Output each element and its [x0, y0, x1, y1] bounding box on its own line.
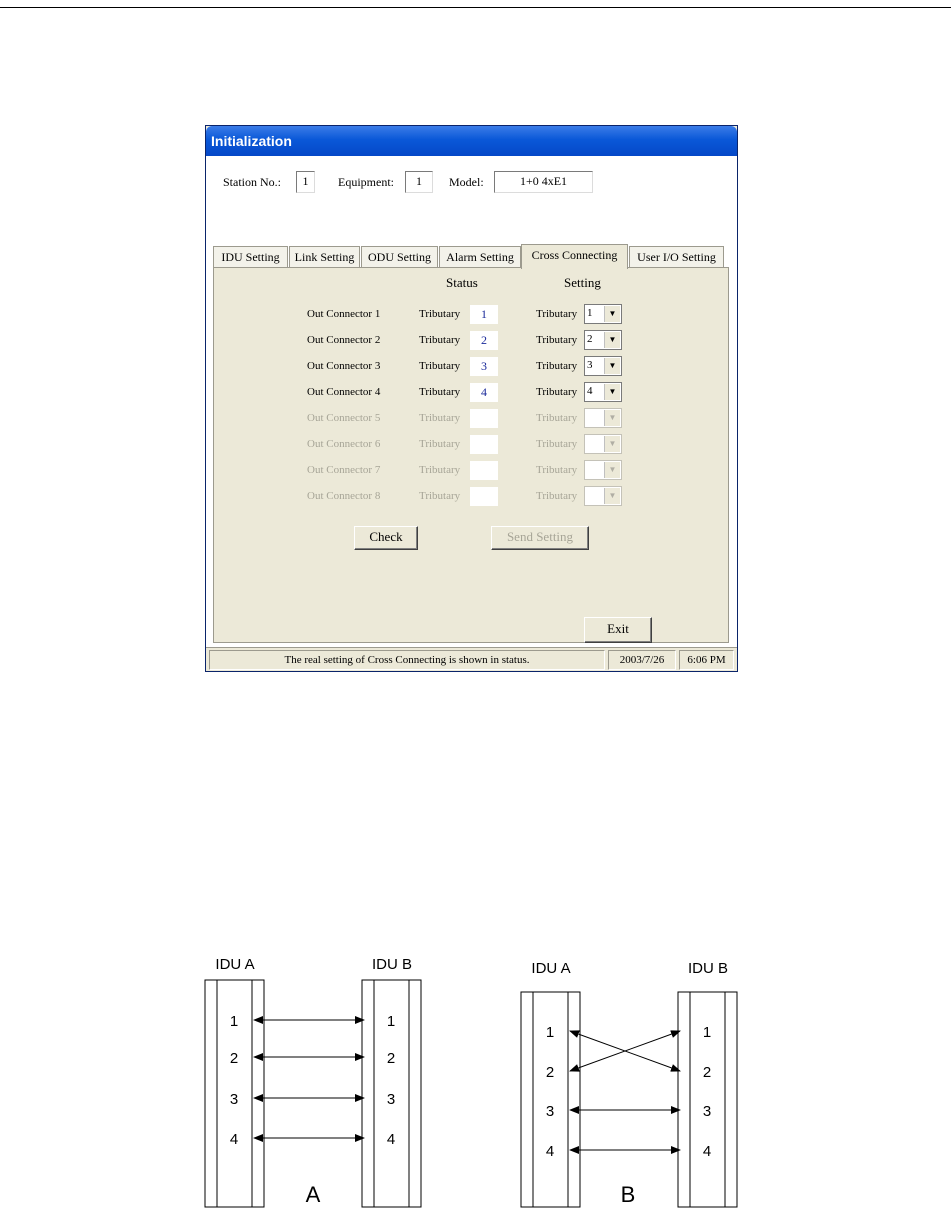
setting-tributary-label: Tributary — [536, 438, 578, 450]
port-label: 2 — [229, 1050, 239, 1067]
status-tributary-label: Tributary — [419, 386, 461, 398]
connector-label: Out Connector 7 — [307, 464, 381, 476]
chevron-down-icon[interactable]: ▼ — [604, 306, 620, 322]
setting-tributary-label: Tributary — [536, 464, 578, 476]
page-top-rule — [0, 7, 951, 8]
chevron-down-icon: ▼ — [604, 436, 620, 452]
tab-alarm-setting[interactable]: Alarm Setting — [439, 246, 521, 268]
setting-tributary-label: Tributary — [536, 412, 578, 424]
status-bar — [206, 647, 737, 672]
status-tributary-label: Tributary — [419, 464, 461, 476]
chevron-down-icon: ▼ — [604, 410, 620, 426]
tab-link-setting[interactable]: Link Setting — [289, 246, 360, 268]
port-label: 4 — [702, 1143, 712, 1160]
tributary-select — [584, 460, 622, 480]
port-label: 2 — [386, 1050, 396, 1067]
status-time: 6:06 PM — [679, 650, 734, 670]
status-value: 3 — [470, 357, 498, 376]
window-title: Initialization — [211, 133, 292, 149]
port-label: 3 — [702, 1103, 712, 1120]
tributary-select[interactable] — [584, 382, 622, 402]
status-tributary-label: Tributary — [419, 308, 461, 320]
setting-tributary-label: Tributary — [536, 490, 578, 502]
port-label: 1 — [702, 1024, 712, 1041]
model-label: Model: — [449, 175, 484, 189]
status-tributary-label: Tributary — [419, 490, 461, 502]
chevron-down-icon: ▼ — [604, 462, 620, 478]
port-label: 1 — [229, 1013, 239, 1030]
tributary-select — [584, 408, 622, 428]
connector-label: Out Connector 1 — [307, 308, 381, 320]
status-header: Status — [446, 275, 478, 290]
status-value — [470, 487, 498, 506]
tributary-select — [584, 486, 622, 506]
port-label: 1 — [545, 1024, 555, 1041]
tributary-select[interactable] — [584, 304, 622, 324]
select-value: 4 — [587, 385, 593, 397]
check-button[interactable]: Check — [354, 526, 418, 550]
connector-label: Out Connector 4 — [307, 386, 381, 398]
setting-header: Setting — [564, 275, 601, 290]
tributary-select[interactable] — [584, 356, 622, 376]
status-value: 4 — [470, 383, 498, 402]
send-setting-button: Send Setting — [491, 526, 589, 550]
chevron-down-icon[interactable]: ▼ — [604, 384, 620, 400]
diagram-caption: B — [620, 1182, 636, 1207]
tab-user-io-setting[interactable]: User I/O Setting — [629, 246, 724, 268]
tab-idu-setting[interactable]: IDU Setting — [213, 246, 288, 268]
diagram-a — [205, 956, 421, 1207]
idu-b-label: IDU B — [687, 960, 729, 977]
tributary-select — [584, 434, 622, 454]
status-message: The real setting of Cross Connecting is shown in status. — [209, 650, 605, 670]
status-tributary-label: Tributary — [419, 438, 461, 450]
port-label: 3 — [386, 1091, 396, 1108]
port-label: 2 — [702, 1064, 712, 1081]
chevron-down-icon[interactable]: ▼ — [604, 358, 620, 374]
connector-label: Out Connector 8 — [307, 490, 381, 502]
tributary-select[interactable] — [584, 330, 622, 350]
initialization-window — [205, 125, 738, 672]
setting-tributary-label: Tributary — [536, 308, 578, 320]
station-label: Station No.: — [223, 175, 282, 189]
exit-button[interactable]: Exit — [584, 617, 652, 643]
port-label: 4 — [229, 1131, 239, 1148]
select-value: 1 — [587, 307, 593, 319]
equipment-field[interactable]: 1 — [405, 171, 433, 193]
equipment-label: Equipment: — [338, 175, 394, 189]
idu-a-label: IDU A — [215, 956, 255, 973]
idu-b-label: IDU B — [371, 956, 413, 973]
setting-tributary-label: Tributary — [536, 360, 578, 372]
connector-label: Out Connector 5 — [307, 412, 381, 424]
status-value — [470, 435, 498, 454]
status-value: 2 — [470, 331, 498, 350]
chevron-down-icon[interactable]: ▼ — [604, 332, 620, 348]
port-label: 2 — [545, 1064, 555, 1081]
status-value — [470, 409, 498, 428]
model-field[interactable]: 1+0 4xE1 — [494, 171, 593, 193]
cross-connection-diagrams — [0, 940, 951, 1210]
setting-tributary-label: Tributary — [536, 334, 578, 346]
port-label: 1 — [386, 1013, 396, 1030]
port-label: 3 — [545, 1103, 555, 1120]
port-label: 3 — [229, 1091, 239, 1108]
status-date: 2003/7/26 — [608, 650, 676, 670]
chevron-down-icon: ▼ — [604, 488, 620, 504]
status-value: 1 — [470, 305, 498, 324]
port-label: 4 — [545, 1143, 555, 1160]
station-field[interactable]: 1 — [296, 171, 315, 193]
tab-bar — [213, 244, 733, 268]
window-client — [206, 156, 737, 672]
diagram-b — [521, 960, 737, 1207]
status-value — [470, 461, 498, 480]
select-value: 3 — [587, 359, 593, 371]
connector-label: Out Connector 6 — [307, 438, 381, 450]
select-value: 2 — [587, 333, 593, 345]
connector-label: Out Connector 2 — [307, 334, 381, 346]
connector-label: Out Connector 3 — [307, 360, 381, 372]
idu-a-label: IDU A — [531, 960, 571, 977]
setting-tributary-label: Tributary — [536, 386, 578, 398]
diagram-caption: A — [305, 1182, 321, 1207]
tab-odu-setting[interactable]: ODU Setting — [361, 246, 438, 268]
port-label: 4 — [386, 1131, 396, 1148]
tab-cross-connecting[interactable]: Cross Connecting — [521, 244, 628, 269]
title-bar[interactable] — [206, 126, 737, 156]
cross-connecting-panel — [213, 267, 729, 643]
status-tributary-label: Tributary — [419, 360, 461, 372]
status-tributary-label: Tributary — [419, 334, 461, 346]
status-tributary-label: Tributary — [419, 412, 461, 424]
